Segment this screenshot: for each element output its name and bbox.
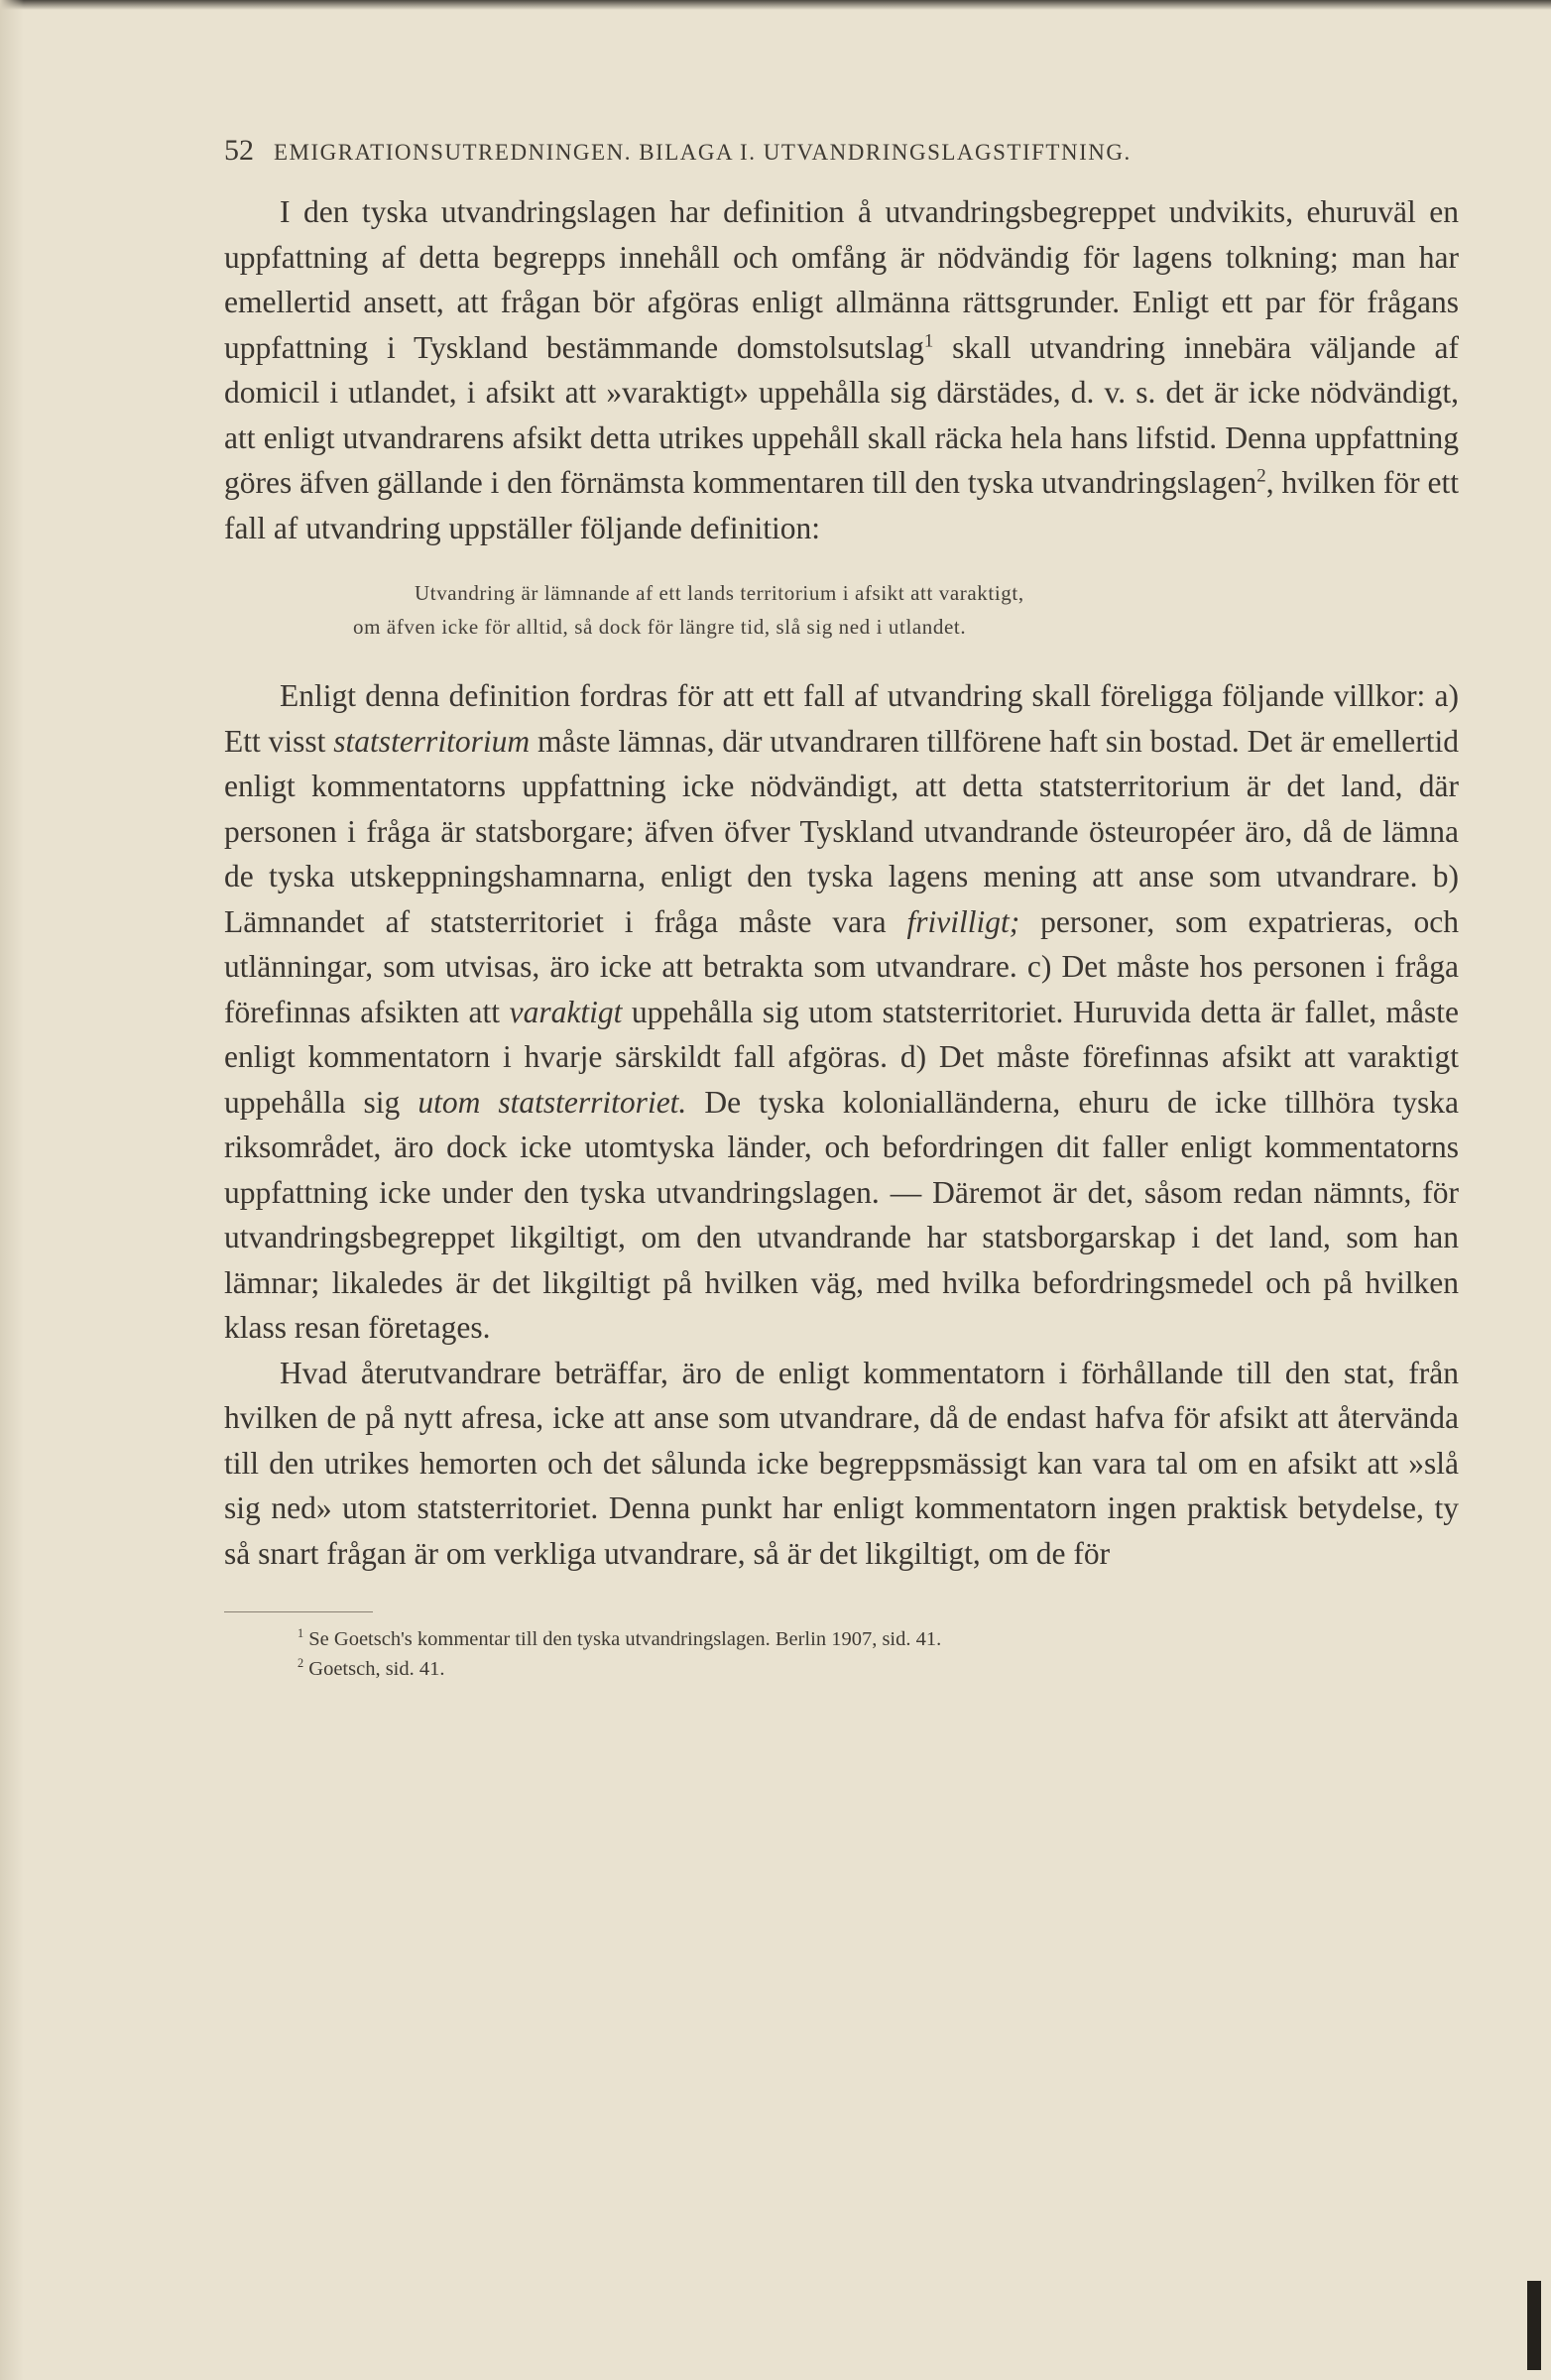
paragraph-2-text-e: De tyska kolonialländerna, ehuru de icke tillhöra tyska riksområdet, äro dock icke utomtyska länder, och befordringen dit faller enligt kommentatorns uppfattning icke under den tyska utvandringslagen. — Däremot är det, såsom redan nämnts, för utvandringsbegreppet likgiltigt, om den utvandrande har statsborgarskap i det land, som han lämnar; likaledes är det likgiltigt på hvilken väg, med hvilka befordringsmedel och på hvilken klass resan företages. <box>224 1084 1459 1345</box>
paragraph-1-text: I den tyska utvandringslagen har definition å utvandringsbegreppet undvikits, ehuruväl en uppfattning af detta begrepps innehåll och omfång är nödvändig för lagens tolkning; man har emellertid ansett, att frågan bör afgöras enligt allmänna rättsgrunder. Enligt ett par för frågans uppfattning i Tyskland bestämmande domstolsutslag <box>224 194 1459 365</box>
paragraph-3: Hvad återutvandrare beträffar, äro de enligt kommentatorn i förhållande till den stat, från hvilken de på nytt afresa, icke att anse som utvandrare, då de endast hafva för afsikt att återvända till den utrikes hemorten och det sålunda icke begreppsmässigt kan vara tal om en afsikt att »slå sig ned» utom statsterritoriet. Denna punkt har enligt kommentatorn ingen praktisk betydelse, ty så snart frågan är om verkliga utvandrare, så är det likgiltigt, om de för <box>224 1355 1459 1571</box>
paragraph-2-text-c: personer, som expatrieras, och utlänningar, som utvisas, äro icke att betrakta som utvandrare. c) Det måste hos personen i fråga förefinnas afsikten att <box>224 903 1459 1029</box>
footnote-2 <box>298 1654 1459 1684</box>
footnotes <box>224 1624 1459 1684</box>
paragraph-1-text-2: skall utvandring innebära väljande af domicil i utlandet, i afsikt att »varaktigt» uppehålla sig därstädes, d. v. s. det är icke nödvändigt, att enligt utvandrarens afsikt detta utrikes uppehåll skall räcka hela hans lifstid. Denna uppfattning göres äfven gällande i den förnämsta kommentaren till den tyska utvandringslagen <box>224 329 1459 500</box>
paragraph-1 <box>224 189 1459 550</box>
footnote-1 <box>298 1624 1459 1654</box>
footnote-2-mark: 2 <box>298 1656 304 1671</box>
page-binding-edge <box>0 0 24 2380</box>
footnote-ref-1: 1 <box>923 330 934 351</box>
quote-line-2: om äfven icke för alltid, så dock för längre tid, slå sig ned i utlandet. <box>353 615 967 639</box>
body-text <box>224 189 1459 1576</box>
footnote-ref-2: 2 <box>1256 465 1266 487</box>
paragraph-2-text-b: måste lämnas, där utvandraren tillförene haft sin bostad. Det är emellertid enligt kommentatorns uppfattning icke nödvändigt, att detta statsterritorium är det land, där personen i fråga är statsborgare; äfven öfver Tyskland utvandrande östeuropéer äro, då de lämna de tyska utskeppningshamnarna, enligt den tyska lagens mening att anse som utvandrare. b) Lämnandet af statsterritoriet i fråga måste vara <box>224 723 1459 939</box>
document-page <box>224 134 1459 1684</box>
footnote-2-text: Goetsch, sid. 41. <box>303 1658 445 1680</box>
emphasis-utom-statsterritoriet: utom statsterritoriet. <box>418 1084 687 1120</box>
page-number: 52 <box>224 134 254 167</box>
page-top-shadow <box>0 0 1551 10</box>
emphasis-statsterritorium: statsterritorium <box>333 723 531 759</box>
quote-line-1: Utvandring är lämnande af ett lands territorium i afsikt att varaktigt, <box>415 581 1024 605</box>
paragraph-2 <box>224 673 1459 1351</box>
footnote-1-mark: 1 <box>298 1626 304 1641</box>
footnote-divider <box>224 1611 373 1612</box>
page-corner-mark <box>1527 2281 1541 2370</box>
definition-quote <box>224 576 1459 644</box>
footnote-1-text: Se Goetsch's kommentar till den tyska utvandringslagen. Berlin 1907, sid. 41. <box>303 1628 942 1650</box>
running-header <box>224 134 1459 168</box>
running-title: EMIGRATIONSUTREDNINGEN. BILAGA I. UTVANDRINGSLAGSTIFTNING. <box>274 140 1132 165</box>
paragraph-2-text-d: uppehålla sig utom statsterritoriet. Huruvida detta är fallet, måste enligt kommentatorn i hvarje särskildt fall afgöras. d) Det måste förefinnas afsikt att varaktigt uppehålla sig <box>224 994 1459 1120</box>
emphasis-frivilligt: frivilligt; <box>906 903 1020 939</box>
emphasis-varaktigt: varaktigt <box>509 994 623 1029</box>
paragraph-2-text-a: Enligt denna definition fordras för att ett fall af utvandring skall föreligga följande villkor: a) Ett visst <box>224 678 1459 759</box>
paragraph-1-text-3: , hvilken för ett fall af utvandring uppställer följande definition: <box>224 465 1459 545</box>
